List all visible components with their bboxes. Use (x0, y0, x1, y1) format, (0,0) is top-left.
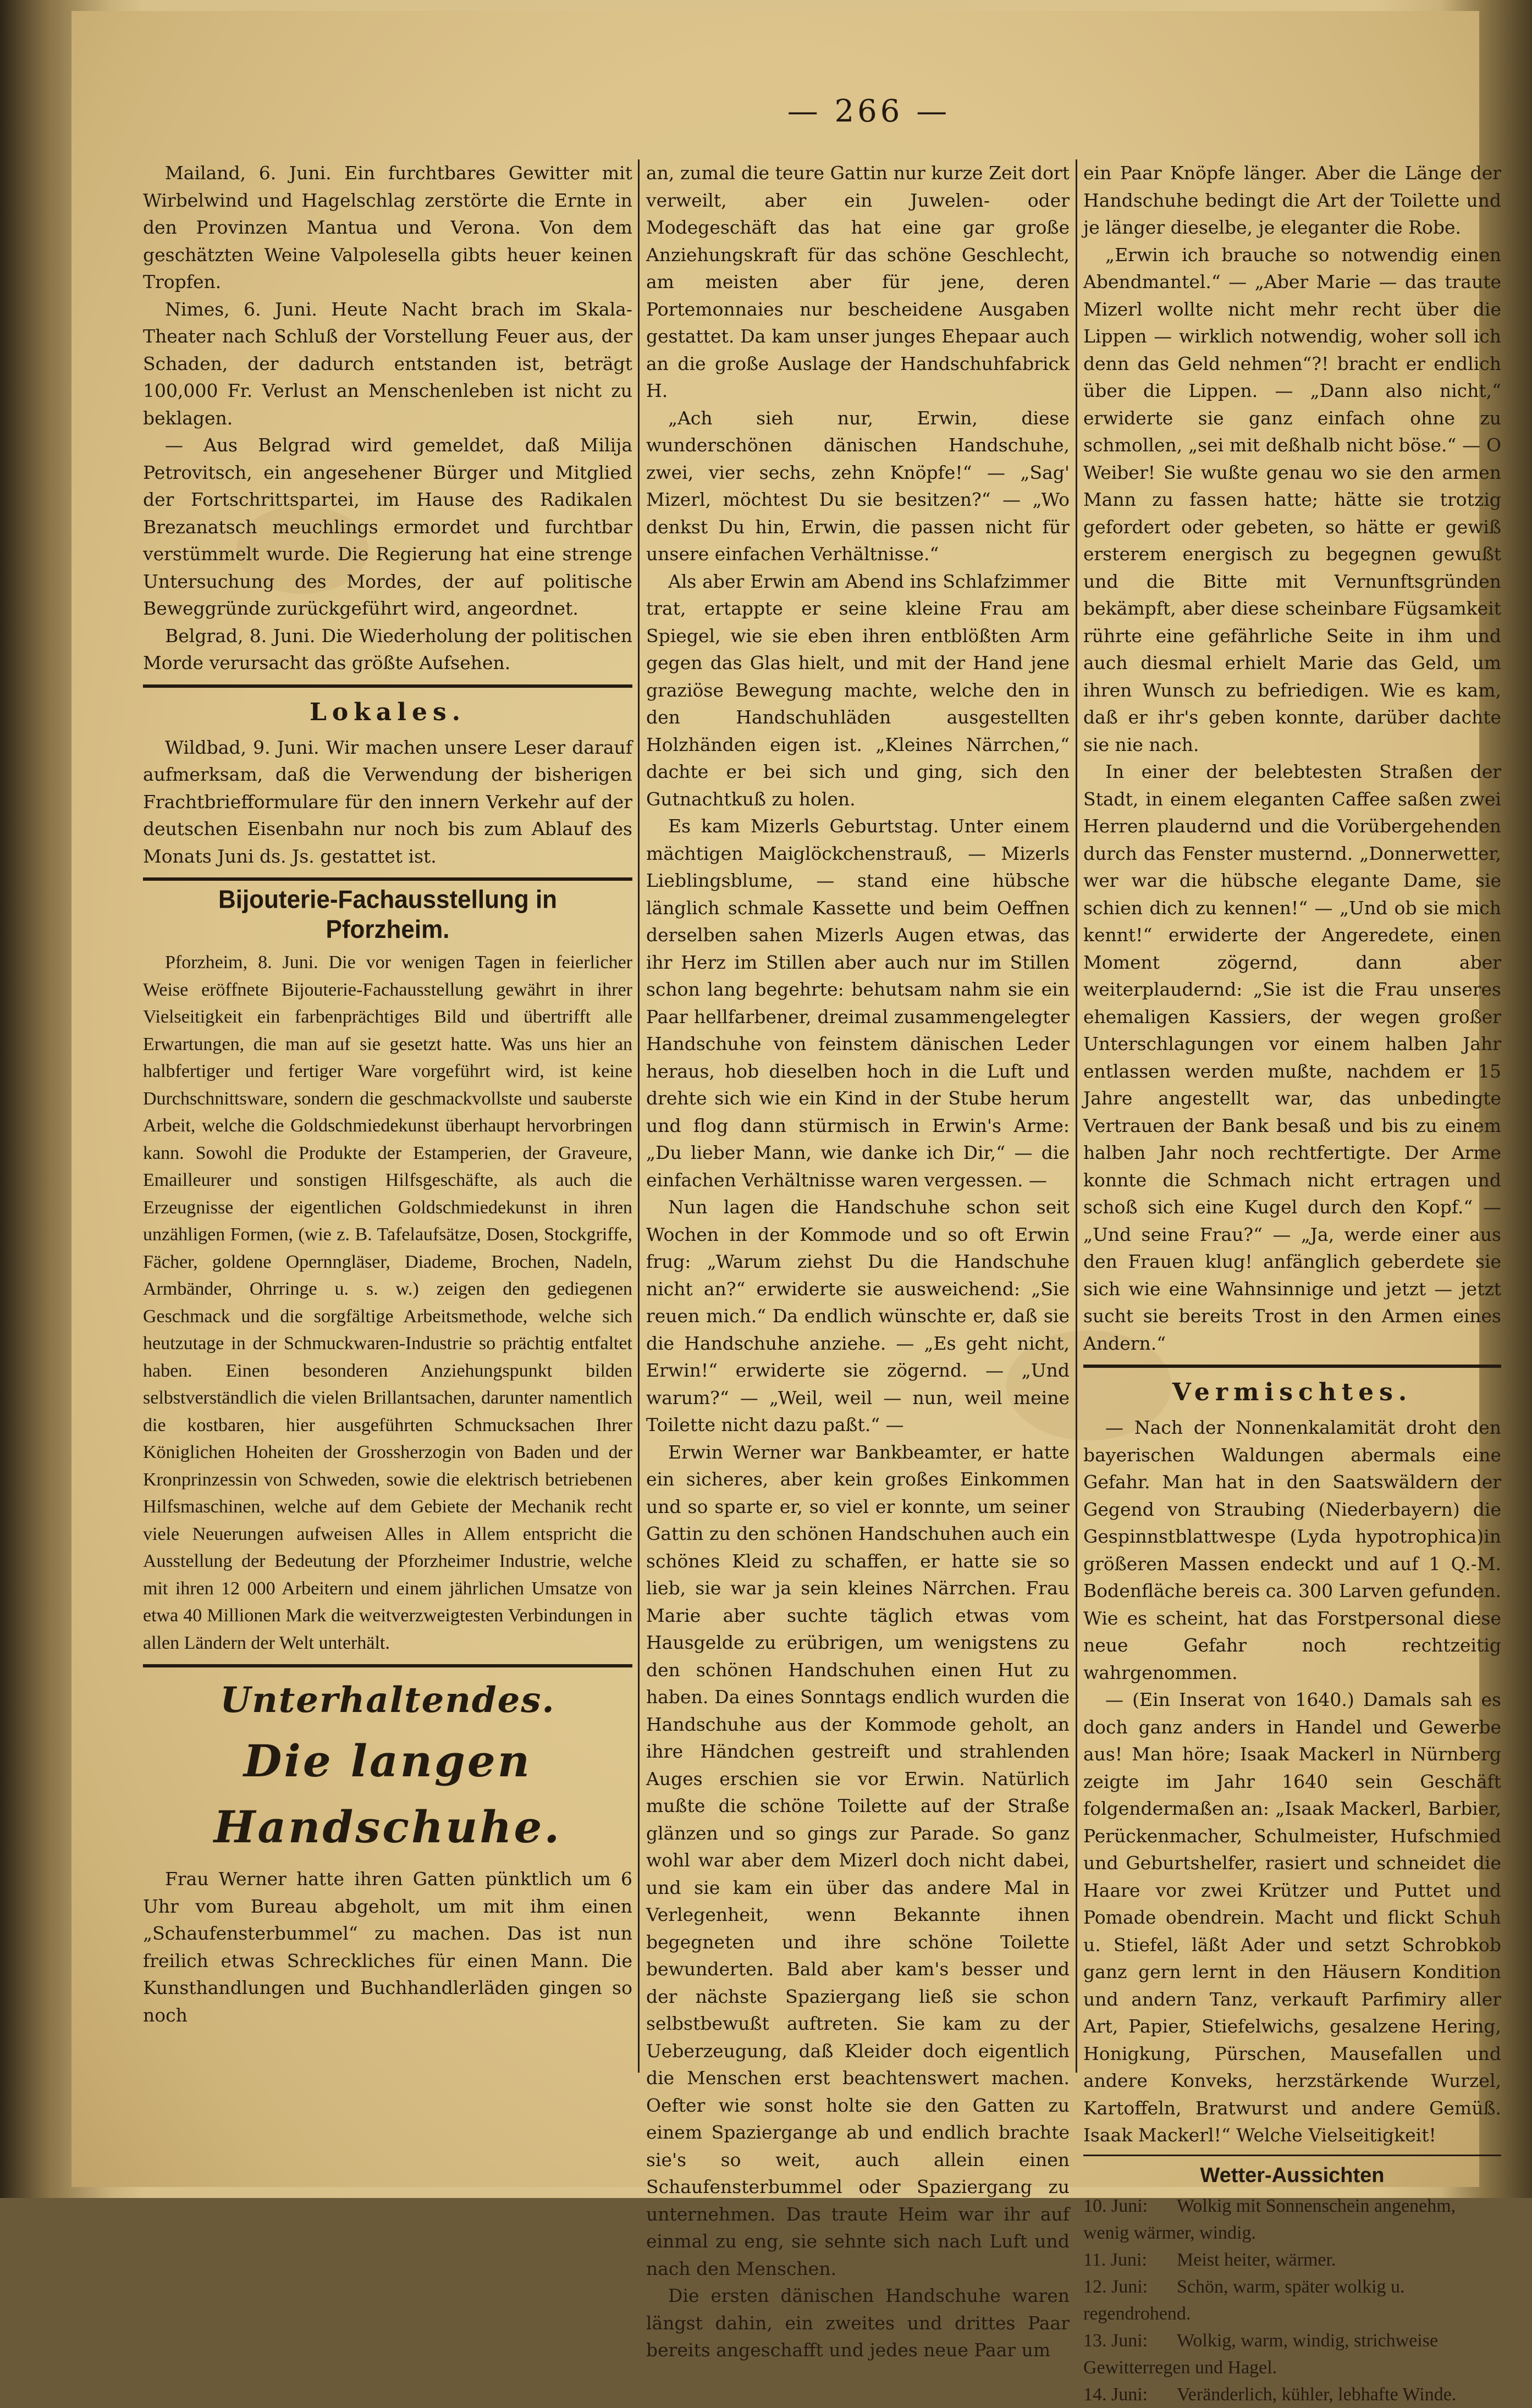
lokales-item: Wildbad, 9. Juni. Wir machen unsere Leser darauf aufmerksam, daß die Verwendung der bisherigen Frachtbriefformulare für den innern Verkehr auf der deutschen Eisenbahn nur noch bis zum Ablauf des Monats Juni ds. Js. gestattet ist. (143, 736, 632, 867)
weather-text: Wolkig mit Sonnenschein angenehm, wenig wärmer, windig. (1083, 2195, 1456, 2243)
article-headline-line-2: Pforzheim. (326, 915, 450, 944)
story-paragraph: Frau Werner hatte ihren Gatten pünktlich um 6 Uhr vom Bureau abgeholt, um mit ihm einen „Schaufensterbummel“ zu machen. Das ist nun freilich etwas Schreckliches für einen Mann. Die Kunsthandlungen und Buchhandlerläden gingen so noch (143, 1868, 632, 2026)
section-rule (143, 684, 632, 688)
article-headline (143, 885, 632, 945)
section-heading-unterhaltendes: Unterhaltendes. (220, 1680, 555, 1721)
weather-date: 12. Juni: (1083, 2276, 1148, 2297)
story-paragraph: Als aber Erwin am Abend ins Schlafzimmer trat, ertappte er seine kleine Frau am Spiegel, wie sie eben ihren entblößten Arm gegen das Glas hielt, und mit der Hand jene graziöse Bewegung machte, welche den in den Handschuhläden ausgestellten Holzhänden eigen ist. „Kleines Närrchen,“ dachte er bei sich und ging, sich den Gutnachtkuß zu holen. (646, 570, 1070, 810)
weather-row (1083, 2273, 1501, 2327)
news-item: Nimes, 6. Juni. Heute Nacht brach im Skala-Theater nach Schluß der Vorstellung Feuer aus, der Schaden, der dadurch entstanden ist, beträgt 100,000 Fr. Verlust an Menschenleben ist nicht zu beklagen. (143, 298, 632, 429)
vermischtes-item: — Nach der Nonnenkalamität droht den bayerischen Waldungen abermals eine Gefahr. Man hat in den Saatswäldern der Gegend von Straubing (Niederbayern) die Gespinnstblattwespe (Lyda hypotrophica)in größeren Massen endeckt und auf 1 Q.-M. Bodenfläche bereis ca. 300 Larven gefunden. Wie es scheint, hat das Forstpersonal diese neue Gefahr noch rechtzeitig wahrgenommen. (1083, 1417, 1501, 1683)
story-paragraph: ein Paar Knöpfe länger. Aber die Länge der Handschuhe bedingt die Art der Toilette und je länger dieselbe, je eleganter die Robe. (1083, 162, 1501, 238)
column-divider (1076, 159, 1077, 2073)
section-rule (143, 877, 632, 881)
weather-date: 13. Juni: (1083, 2330, 1148, 2351)
column-2 (646, 159, 1070, 2361)
weather-row (1083, 2327, 1501, 2381)
page-number: — 266 — (787, 93, 951, 129)
story-paragraph: an, zumal die teure Gattin nur kurze Zeit dort verweilt, aber ein Juwelen- oder Modegeschäft das hat eine gar große Anziehungskraft für das schöne Geschlecht, am meisten aber für jene, deren Portemonnaies nur bescheidene Ausgaben gestattet. Da kam unser junges Ehepaar auch an die große Auslage der Handschuhfabrick H. (646, 162, 1070, 401)
story-paragraph: Nun lagen die Handschuhe schon seit Wochen in der Kommode und so oft Erwin frug: „Warum ziehst Du die Handschuhe nicht an?“ erwiderte sie ausweichend: „Sie reuen mich.“ Da endlich wünschte er, daß sie die Handschuhe anziehe. — „Es geht nicht, Erwin!“ erwiderte sie zögernd. — „Und warum?“ — „Weil, weil — nun, weil meine Toilette nicht dazu paßt.“ — (646, 1196, 1070, 1435)
section-rule (1083, 1365, 1501, 1368)
newspaper-page (71, 11, 1501, 2405)
section-rule (1083, 2155, 1501, 2156)
weather-forecast (1083, 2192, 1501, 2408)
weather-row (1083, 2192, 1501, 2246)
weather-row (1083, 2381, 1501, 2408)
story-paragraph: „Erwin ich brauche so notwendig einen Abendmantel.“ — „Aber Marie — das traute Mizerl wollte nicht mehr recht über die Lippen — wirklich notwendig, woher soll ich denn das Geld nehmen“?! bracht er endlich über die Lippen. — „Dann also nicht,“ erwiderte sie ganz einfach ohne zu schmollen, „sei mit deßhalb nicht böse.“ — O Weiber! Sie wußte genau wo sie den armen Mann zu fassen hatte; hätte sie trotzig gefordert oder gebeten, so hätte er gewiß ersterem energisch zu begegnen gewußt und die Bitte mit Vernunftsgründen bekämpft, aber diese scheinbare Fügsamkeit rührte eine gefährliche Seite in ihm und auch diesmal erhielt Marie das Geld, um ihren Wunsch zu befriedigen. Wie es kam, daß er ihr's geben konnte, darüber dachte sie nie nach. (1083, 244, 1501, 755)
column-3 (1083, 159, 1501, 2405)
weather-text: Schön, warm, später wolkig u. regendrohend. (1083, 2276, 1405, 2324)
section-heading-vermischtes: Vermischtes. (1172, 1378, 1413, 1406)
weather-date: 11. Juni: (1083, 2249, 1147, 2270)
story-paragraph: Erwin Werner war Bankbeamter, er hatte ein sicheres, aber kein großes Einkommen und so sparte er, so viel er konnte, um seiner Gattin zu den schönen Handschuhen auch ein schönes Kleid zu schaffen, er hatte sie so lieb, sie war ja sein kleines Närrchen. Frau Marie aber suchte täglich etwas vom Hausgelde zu erübrigen, um wenigstens zu den schönen Handschuhen einen Hut zu haben. Da eines Sonntags endlich wurden die Handschuhe aus der Kommode geholt, an ihre Händchen gestreift und strahlenden Auges erschien sie vor Erwin. Natürlich mußte die schöne Toilette auf der Straße glänzen und so gings zur Parade. So ganz wohl war aber dem Mizerl doch nicht dabei, und sie kam ein über das andere Mal in Verlegenheit, wenn Bekannte ihnen begegneten und ihre schöne Toilette bewunderten. Bald aber kam's besser und der nächste Spaziergang ließ sie schon selbstbewußt auftreten. Sie kam zu der Ueberzeugung, daß Kleider doch eigentlich die Menschen erst beachtenswert machen. Oefter wie sonst holte sie den Gatten zu einem Spaziergange ab und endlich brachte sie's so weit, auch allein einen Schaufensterbummel oder Spaziergang zu unternehmen. Das traute Heim war ihr auf einmal zu eng, sie sehnte sich nach Luft und nach den Menschen. (646, 1441, 1070, 2279)
weather-text: Meist heiter, wärmer. (1177, 2249, 1336, 2270)
weather-heading: Wetter-Aussichten (1200, 2163, 1385, 2187)
news-item: — Aus Belgrad wird gemeldet, daß Milija Petrovitsch, ein angesehener Bürger und Mitglied der Fortschrittspartei, im Hause des Radikalen Brezanatsch meuchlings ermordet und furchtbar verstümmelt wurde. Die Regierung hat eine strenge Untersuchung des Mordes, der auf politische Beweggründe zurückgeführt wird, angeordnet. (143, 434, 632, 619)
news-item: Belgrad, 8. Juni. Die Wiederholung der politischen Morde verursacht das größte Aufsehen. (143, 625, 632, 673)
weather-date: 10. Juni: (1083, 2195, 1148, 2216)
section-heading-lokales: Lokales. (309, 698, 466, 726)
column-1 (143, 159, 632, 2073)
article-body: Pforzheim, 8. Juni. Die vor wenigen Tagen in feierlicher Weise eröffnete Bijouterie-Fachausstellung gewährt in ihrer Vielseitigkeit ein farbenprächtiges Bild und übertrifft alle Erwartungen, die man auf sie gesetzt hatte. Was uns hier an halbfertiger und fertiger Ware vorgeführt wird, ist keine Durchschnittsware, sondern die geschmackvollste und sauberste Arbeit, welche die Goldschmiedekunst überhaupt hervorbringen kann. Sowohl die Produkte der Estamperien, der Graveure, Emailleurer und sonstigen Hilfsgeschäfte, als auch die Erzeugnisse der eigentlichen Goldschmiedekunst in ihren unzähligen Formen, (wie z. B. Tafelaufsätze, Dosen, Stockgriffe, Fächer, goldene Opernngläser, Diademe, Brochen, Nadeln, Armbänder, Ohrringe u. s. w.) zeigen den gediegenen Geschmack und die sorgfältige Arbeitsmethode, welche sich heutzutage in der Schmuckwaren-Industrie so prächtig entfaltet haben. Einen besonderen Anziehungspunkt bilden selbstverständlich die vielen Brillantsachen, darunter namentlich die kostbaren, hier ausgeführten Schmucksachen Ihrer Königlichen Hoheiten der Grossherzogin von Baden und der Kronprinzessin von Schweden, sowie die elektrisch betriebenen Hilfsmaschinen, welche auf dem Gebiete der Mechanik recht viele Neuerungen aufweisen Alles in Allem entspricht die Ausstellung der Bedeutung der Pforzheimer Industrie, welche mit ihren 12 000 Arbeitern und einem jährlichen Umsatze von etwa 40 Millionen Mark die weitverzweigtesten Verbindungen in allen Ländern der Welt unterhält. (143, 952, 632, 1653)
story-paragraph: In einer der belebtesten Straßen der Stadt, in einem eleganten Caffee saßen zwei Herren plaudernd und die Vorübergehenden durch das Fenster musternd. „Donnerwetter, wer war die hübsche elegante Dame, sie schien dich zu kennen!“ — „Und ob sie mich kennt!“ erwiderte der Angeredete, einen Moment zögernd, dann aber weiterplaudernd: „Sie ist die Frau unseres ehemaligen Kassiers, der wegen großer Unterschlagungen vor einem halben Jahr entlassen werden mußte, nachdem er 15 Jahre angestellt war, das unbedingte Vertrauen der Bank besaß und bis zu einem halben Jahr noch rechtfertigte. Der Arme konnte die Schmach nicht ertragen und schoß sich eine Kugel durch den Kopf.“ — „Und seine Frau?“ — „Ja, werde einer aus den Frauen klug! anfänglich geberdete sie sich wie eine Wahnsinnige und jetzt — jetzt sucht sie bereits Trost in den Armen eines Andern.“ (1083, 761, 1501, 1354)
vermischtes-item: — (Ein Inserat von 1640.) Damals sah es doch ganz anders in Handel und Gewerbe aus! Man höre; Isaak Mackerl in Nürnberg zeigte im Jahr 1640 sein Geschäft folgendermaßen an: „Isaak Mackerl, Barbier, Perückenmacher, Schulmeister, Hufschmied und Geburtshelfer, rasiert und schneidet die Haare vor zwei Krützer und Puttet und Pomade obendrein. Macht und flickt Schuh u. Stiefel, läßt Ader und setzt Schrobkob ganz gern lernt in den Häusern Kondition und andern Tanz, verkauft Parfimiry aller Art, Papier, Stiefelwichs, gesalzene Hering, Honigkung, Pürschen, Mausefallen und andere Konveks, herzstärkende Wurzel, Kartoffeln, Bratwurst und andere Gemüß. Isaak Mackerl!“ Welche Vielseitigkeit! (1083, 1689, 1501, 2146)
story-title: Die langen Handschuhe. (213, 1735, 562, 1853)
weather-text: Wolkig, warm, windig, strichweise Gewitterregen und Hagel. (1083, 2330, 1439, 2378)
column-divider (638, 159, 640, 2073)
article-headline-line-1: Bijouterie-Fachausstellung in (218, 885, 558, 914)
story-paragraph: Die ersten dänischen Handschuhe waren längst dahin, ein zweites und drittes Paar bereits angeschafft und jedes neue Paar um (646, 2285, 1070, 2361)
section-rule (143, 1664, 632, 1667)
story-paragraph: „Ach sieh nur, Erwin, diese wunderschönen dänischen Handschuhe, zwei, vier sechs, zehn Knöpfe!“ — „Sag' Mizerl, möchtest Du sie besitzen?“ — „Wo denkst Du hin, Erwin, die passen nicht für unsere einfachen Verhältnisse.“ (646, 407, 1070, 565)
weather-date: 14. Juni: (1083, 2384, 1148, 2405)
weather-row (1083, 2246, 1501, 2273)
news-item: Mailand, 6. Juni. Ein furchtbares Gewitter mit Wirbelwind und Hagelschlag zerstörte die Ernte in den Provinzen Mantua und Verona. Von dem geschätzten Weine Valpolesella gibts heuer keinen Tropfen. (143, 162, 632, 292)
story-paragraph: Es kam Mizerls Geburtstag. Unter einem mächtigen Maiglöckchenstrauß, — Mizerls Lieblingsblume, — stand eine hübsche länglich schmale Kassette und beim Oeffnen derselben sahen Mizerls Augen etwas, das ihr Herz im Stillen aber auch nur im Stillen schon lang begehrte: behutsam nahm sie ein Paar hellfarbener, dreimal zusammengelegter Handschuhe von feinstem dänischen Leder heraus, hob dieselben hoch in die Luft und drehte sich wie ein Kind in der Stube herum und flog dann stürmisch in Erwin's Arme: „Du lieber Mann, wie danke ich Dir,“ — die einfachen Verhältnisse waren vergessen. — (646, 815, 1070, 1191)
weather-text: Veränderlich, kühler, lebhafte Winde. (1177, 2384, 1457, 2405)
